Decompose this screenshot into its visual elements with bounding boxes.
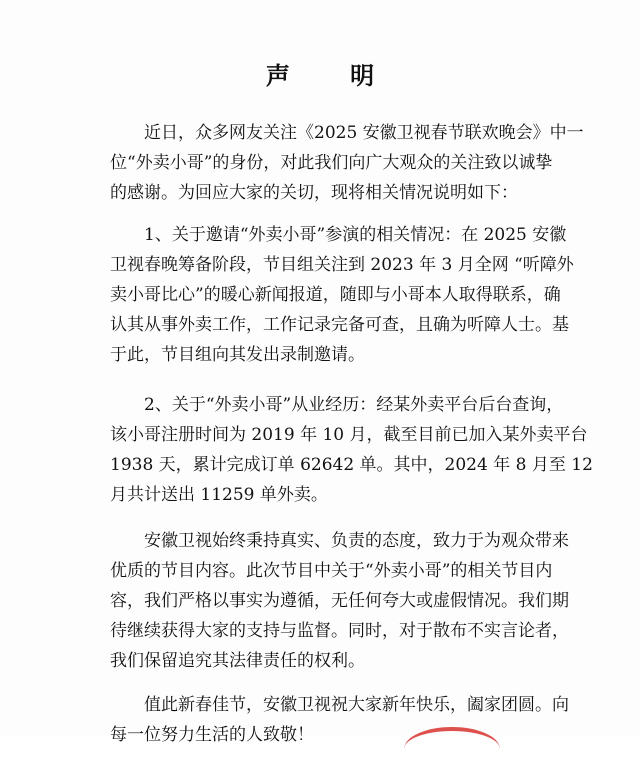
paragraph-greeting <box>110 690 572 750</box>
paragraph-invitation <box>110 220 572 370</box>
text-line: 1938 天，累计完成订单 62642 单。其中，2024 年 8 月至 12 <box>110 455 593 475</box>
text-line: 1、关于邀请“外卖小哥”参演的相关情况：在 2025 安徽 <box>144 225 567 245</box>
text-line: 每一位努力生活的人致敬！ <box>110 725 314 745</box>
text-line: 该小哥注册时间为 2019 年 10 月，截至目前已加入某外卖平台 <box>110 425 588 445</box>
text-line: 安徽卫视始终秉持真实、负责的态度，致力于为观众带来 <box>144 531 569 551</box>
text-line: 待继续获得大家的支持与监督。同时，对于散布不实言论者， <box>110 621 569 641</box>
paragraph-commitment <box>110 526 572 676</box>
text-line: 2、关于“外卖小哥”从业经历：经某外卖平台后台查询， <box>144 395 564 415</box>
text-line: 卫视春晚筹备阶段，节目组关注到 2023 年 3 月全网 “听障外 <box>110 255 574 275</box>
text-line: 认其从事外卖工作，工作记录完备可查，且确为听障人士。基 <box>110 315 569 335</box>
text-line: 卖小哥比心”的暖心新闻报道，随即与小哥本人取得联系，确 <box>110 285 561 305</box>
official-seal <box>404 727 500 771</box>
text-line: 优质的节目内容。此次节目中关于“外卖小哥”的相关节目内 <box>110 561 553 581</box>
text-line: 月共计送出 11259 单外卖。 <box>110 485 328 505</box>
text-line: 于此，节目组向其发出录制邀请。 <box>110 345 365 365</box>
text-line: 容，我们严格以事实为遵循，无任何夸大或虚假情况。我们期 <box>110 591 569 611</box>
text-line: 值此新春佳节，安徽卫视祝大家新年快乐，阖家团圆。向 <box>144 695 569 715</box>
text-line: 的感谢。为回应大家的关切，现将相关情况说明如下： <box>110 183 518 203</box>
paragraph-intro <box>110 118 584 208</box>
text-line: 近日，众多网友关注《2025 安徽卫视春节联欢晚会》中一 <box>144 123 584 143</box>
text-line: 位“外卖小哥”的身份，对此我们向广大观众的关注致以诚挚 <box>110 153 553 173</box>
paragraph-work-history <box>110 390 593 510</box>
text-line: 我们保留追究其法律责任的权利。 <box>110 651 365 671</box>
document-title: 声 明 <box>265 61 401 90</box>
